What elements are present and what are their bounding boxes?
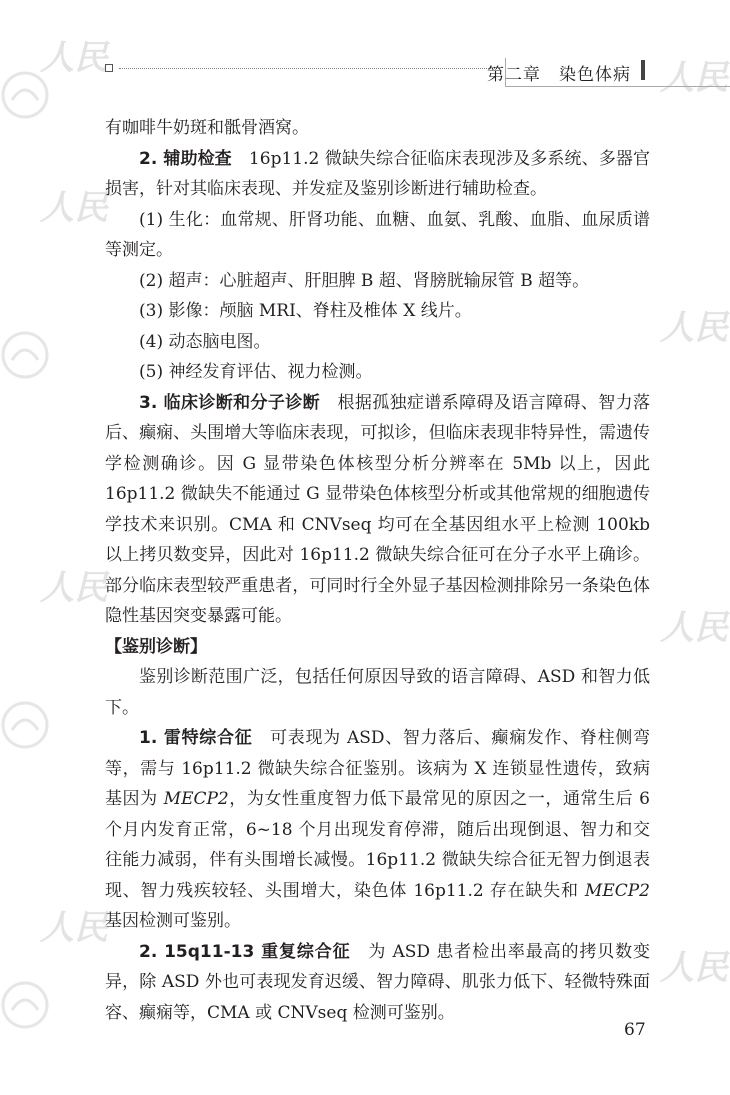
section-title: 【鉴别诊断】: [105, 636, 207, 657]
watermark-logo-icon: [0, 700, 50, 750]
watermark-logo-icon: [0, 70, 50, 120]
chapter-title: 第二章 染色体病: [487, 65, 631, 85]
paragraph: 有咖啡牛奶斑和骶骨酒窝。: [105, 118, 309, 138]
paragraph: [105, 723, 650, 937]
gene-name: MECP2: [163, 789, 229, 809]
watermark-text: 人民: [660, 948, 728, 988]
watermark-text: 人民: [40, 38, 108, 78]
page-number: 67: [624, 1020, 646, 1040]
watermark-logo-icon: [0, 980, 50, 1030]
paragraph-text: 可表现为 ASD、智力落后、癫痫发作、脊柱侧弯等，需与 16p11.2 微缺失综合征鉴别。该病为 X 连锁显性遗传，致病基因为: [105, 728, 650, 809]
watermark-text: 人民: [40, 568, 108, 608]
list-item: (1) 生化：血常规、肝肾功能、血糖、血氨、乳酸、血脂、血尿质谱等测定。: [105, 209, 650, 260]
page-body: [105, 113, 650, 1028]
watermark-text: 人民: [40, 908, 108, 948]
paragraph: [105, 144, 650, 205]
paragraph-text: ，为女性重度智力低下最常见的原因之一，通常生后 6 个月内发育正常，6~18 个月出现发育停滞，随后出现倒退、智力和交往能力减弱，伴有头围增长减慢。16p11.2 微缺失综合征无智力倒退表现、智力残疾较轻、头围增大，染色体 16p11.2 存在缺失和: [105, 789, 651, 901]
watermark-text: 人民: [40, 188, 108, 228]
paragraph-text: 根据孤独症谱系障碍及语言障碍、智力落后、癫痫、头围增大等临床表现，可拟诊，但临床表现非特异性，需遗传学检测确诊。因 G 显带染色体核型分析分辨率在 5Mb 以上，因此 16p11.2 微缺失不能通过 G 显带染色体核型分析或其他常规的细胞遗传学技术来识别。CMA 和 CNVseq 均可在全基因组水平上检测 100kb 以上拷贝数变异，因此对 16p11.2 微缺失综合征可在分子水平上确诊。部分临床表型较严重患者，可同时行全外显子基因检测排除另一条染色体隐性基因突变暴露可能。: [105, 392, 650, 626]
list-item: (2) 超声：心脏超声、肝胆脾 B 超、肾膀胱输尿管 B 超等。: [139, 270, 590, 291]
paragraph: [105, 937, 650, 1029]
paragraph-text: 为 ASD 患者检出率最高的拷贝数变异，除 ASD 外也可表现发育迟缓、智力障碍、肌张力低下、轻微特殊面容、癫痫等，CMA 或 CNVseq 检测可鉴别。: [105, 941, 650, 1023]
list-item: (5) 神经发育评估、视力检测。: [139, 362, 373, 382]
running-header: [105, 58, 645, 88]
list-item: (3) 影像：颅脑 MRI、脊柱及椎体 X 线片。: [139, 301, 472, 321]
watermark-logo-icon: [0, 330, 50, 380]
header-underline: [505, 86, 730, 87]
watermark-text: 人民: [660, 608, 728, 648]
header-bar: [641, 60, 645, 80]
header-marker-icon: [105, 64, 113, 72]
subheading: 2. 辅助检查: [139, 148, 232, 169]
paragraph-text: 16p11.2 微缺失综合征临床表现涉及多系统、多器官损害，针对其临床表现、并发症及鉴别诊断进行辅助检查。: [105, 148, 650, 199]
paragraph-text: 基因检测可鉴别。: [105, 911, 241, 931]
paragraph: [105, 388, 650, 632]
paragraph: 鉴别诊断范围广泛，包括任何原因导致的语言障碍、ASD 和智力低下。: [105, 667, 650, 718]
gene-name: MECP2: [584, 880, 650, 901]
subheading: 2. 15q11-13 重复综合征: [139, 941, 351, 962]
list-item: (4) 动态脑电图。: [139, 331, 271, 352]
header-dotted-rule: [119, 68, 499, 69]
subheading: 3. 临床诊断和分子诊断: [139, 392, 321, 413]
watermark-text: 人民: [660, 308, 728, 348]
subheading: 1. 雷特综合征: [139, 728, 253, 748]
watermark-text: 人民: [660, 58, 728, 98]
